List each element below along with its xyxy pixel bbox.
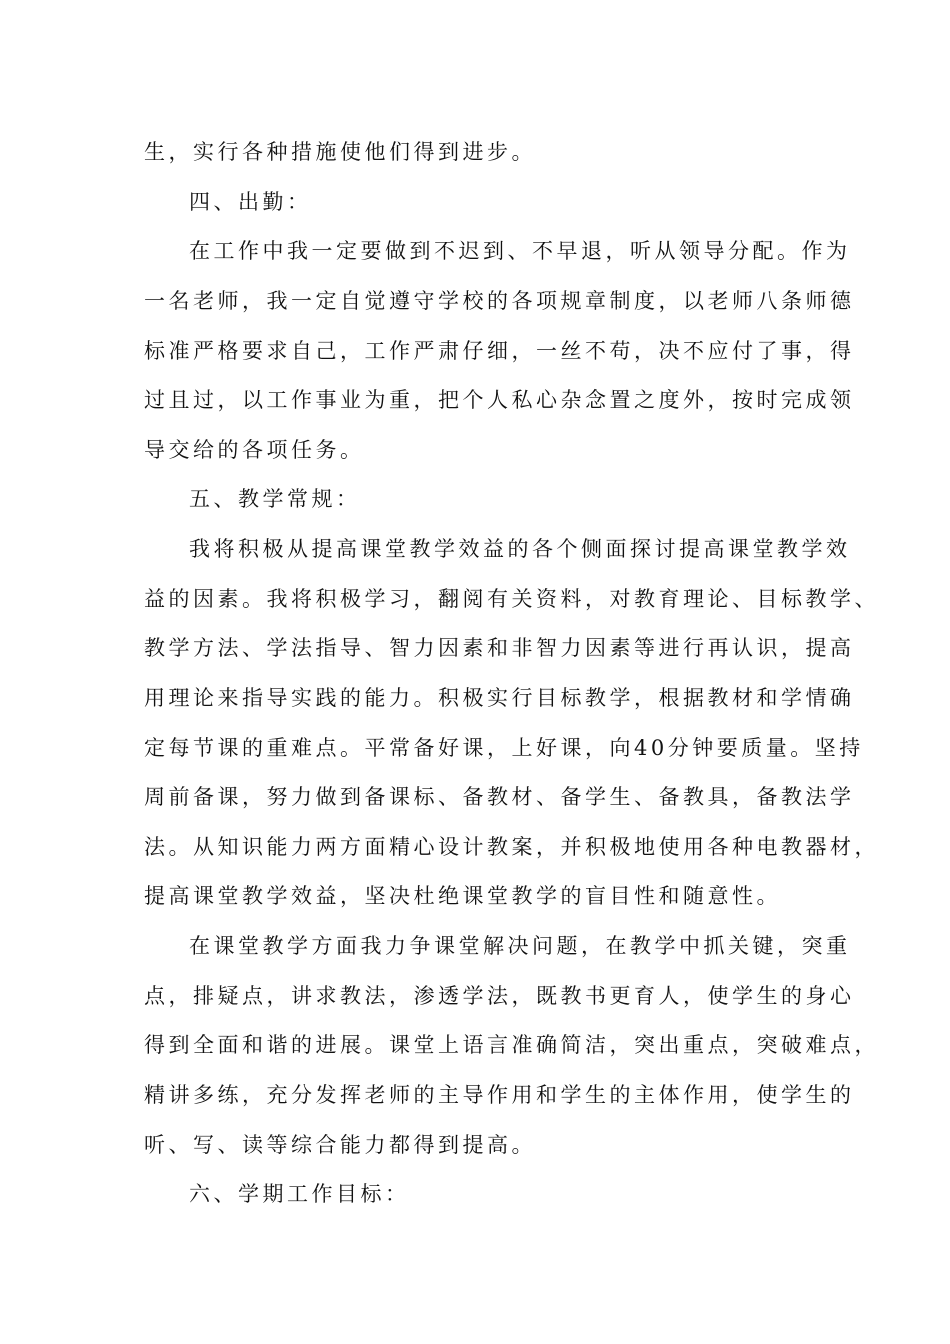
- text-line: 一名老师，我一定自觉遵守学校的各项规章制度，以老师八条师德: [144, 289, 855, 313]
- text-line: 法。从知识能力两方面精心设计教案，并积极地使用各种电教器材，: [144, 835, 879, 859]
- text-line: 点，排疑点，讲求教法，渗透学法，既教书更育人，使学生的身心: [144, 984, 855, 1008]
- text-line: 过且过，以工作事业为重，把个人私心杂念置之度外，按时完成领: [144, 388, 855, 412]
- text-line: 用理论来指导实践的能力。积极实行目标教学，根据教材和学情确: [144, 686, 855, 710]
- text-line: 益的因素。我将积极学习，翻阅有关资料，对教育理论、目标教学、: [144, 587, 879, 611]
- text-line: 生，实行各种措施使他们得到进步。: [144, 140, 536, 164]
- text-line: 我将积极从提高课堂教学效益的各个侧面探讨提高课堂教学效: [189, 537, 851, 561]
- text-line: 周前备课，努力做到备课标、备教材、备学生、备教具，备教法学: [144, 785, 855, 809]
- text-line: 提高课堂教学效益，坚决杜绝课堂教学的盲目性和随意性。: [144, 884, 781, 908]
- text-line: 在工作中我一定要做到不迟到、不早退，听从领导分配。作为: [189, 239, 851, 263]
- section-heading-teaching-routine: 五、教学常规：: [189, 487, 361, 511]
- section-heading-attendance: 四、出勤：: [189, 190, 312, 214]
- text-line: 在课堂教学方面我力争课堂解决问题，在教学中抓关键，突重: [189, 934, 851, 958]
- text-line: 教学方法、学法指导、智力因素和非智力因素等进行再认识，提高: [144, 636, 855, 660]
- text-line: 听、写、读等综合能力都得到提高。: [144, 1133, 536, 1157]
- text-line: 定每节课的重难点。平常备好课，上好课，向40分钟要质量。坚持: [144, 736, 864, 760]
- text-line: 导交给的各项任务。: [144, 438, 365, 462]
- section-heading-semester-goals: 六、学期工作目标：: [189, 1182, 410, 1206]
- text-line: 得到全面和谐的进展。课堂上语言准确简洁，突出重点，突破难点，: [144, 1033, 879, 1057]
- text-line: 精讲多练，充分发挥老师的主导作用和学生的主体作用，使学生的: [144, 1083, 855, 1107]
- text-line: 标准严格要求自己，工作严肃仔细，一丝不苟，决不应付了事，得: [144, 339, 855, 363]
